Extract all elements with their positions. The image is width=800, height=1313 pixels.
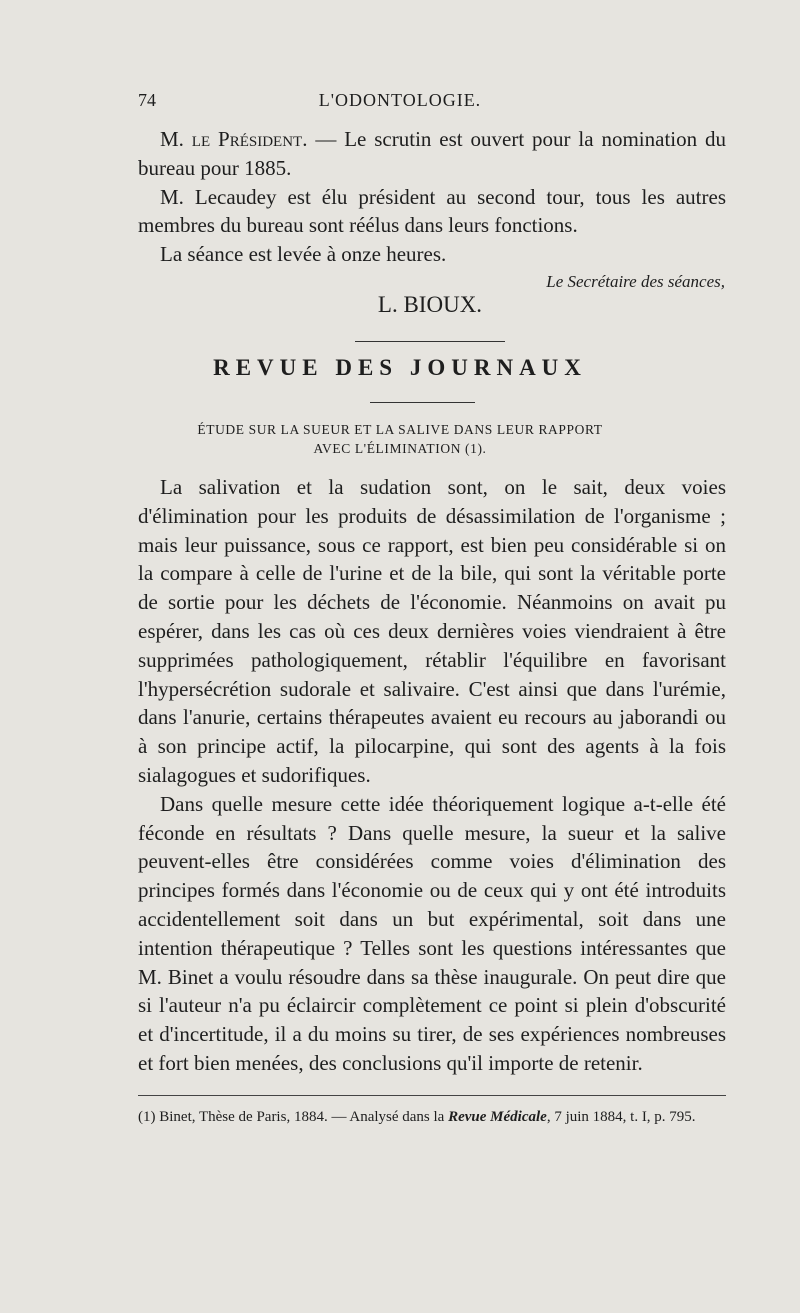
- footnote-text-start: (1) Binet, Thèse de Paris, 1884. — Analysé dans la: [138, 1109, 449, 1125]
- footnote-journal: Revue Médicale: [448, 1109, 547, 1125]
- signature-role: Le Secrétaire des séances,: [546, 272, 725, 291]
- minutes-paragraph-2: M. Lecaudey est élu président au second tour, tous les autres membres du bureau sont réélus dans leurs fonctions.: [138, 184, 726, 238]
- article-title-line-1: ÉTUDE SUR LA SUEUR ET LA SALIVE DANS LEUR RAPPORT: [197, 422, 603, 437]
- section-title: REVUE DES JOURNAUX: [213, 355, 587, 380]
- footnote-rule: [138, 1095, 726, 1096]
- section-rule-top: [355, 341, 505, 342]
- article-body: [138, 473, 726, 1078]
- speaker-name: M. le Président.: [160, 127, 308, 151]
- footnote-text-end: , 7 juin 1884, t. I, p. 795.: [546, 1109, 696, 1125]
- article-paragraph-2: Dans quelle mesure cette idée théoriquement logique a-t-elle été féconde en résultats ? Dans quelle mesure, la sueur et la salive peuvent-elles être considérées comme voies d'élimination des principes formés dans l'économie ou de ceux qui y ont été introduits accidentellement soit dans un but expérimental, soit dans une intention thérapeutique ? Telles sont les questions intéressantes que M. Binet a voulu résoudre dans sa thèse inaugurale. On peut dire que si l'auteur n'a pu éclaircir complètement ce point si plein d'obscurité et d'incertitude, il a du moins su tirer, de ses expériences nombreuses et fort bien menées, des conclusions qu'il importe de retenir.: [138, 791, 726, 1075]
- meeting-minutes: [138, 125, 726, 269]
- minutes-paragraph-1: [138, 125, 726, 183]
- running-title: L'ODONTOLOGIE.: [318, 90, 482, 110]
- footnote: [138, 1107, 726, 1128]
- minutes-paragraph-1-text: — Le scrutin est ouvert pour la nomination du bureau pour 1885.: [138, 127, 727, 180]
- page-number: 74: [138, 90, 156, 110]
- section-rule-bottom: [370, 402, 475, 403]
- minutes-paragraph-3: La séance est levée à onze heures.: [160, 242, 447, 267]
- signature-name: L. BIOUX.: [377, 292, 483, 317]
- article-title-line-2: AVEC L'ÉLIMINATION (1).: [313, 441, 487, 456]
- article-title: [0, 420, 800, 458]
- article-paragraph-1: La salivation et la sudation sont, on le sait, deux voies d'élimination pour les produits de désassimilation de l'organisme ; mais leur puissance, sous ce rapport, est bien peu considérable si on la compare à celle de l'urine et de la bile, qui sont la véritable porte de sortie pour les déchets de l'économie. Néanmoins on avait pu espérer, dans les cas où ces deux dernières voies viendraient à être supprimées pathologiquement, rétablir l'équilibre en favorisant l'hypersécrétion sudorale et salivaire. C'est ainsi que dans l'urémie, dans l'anurie, certains thérapeutes avaient eu recours au jaborandi ou à son principe actif, la pilocarpine, qui sont des agents à la fois sialagogues et sudorifiques.: [138, 475, 726, 787]
- running-head: [0, 90, 800, 120]
